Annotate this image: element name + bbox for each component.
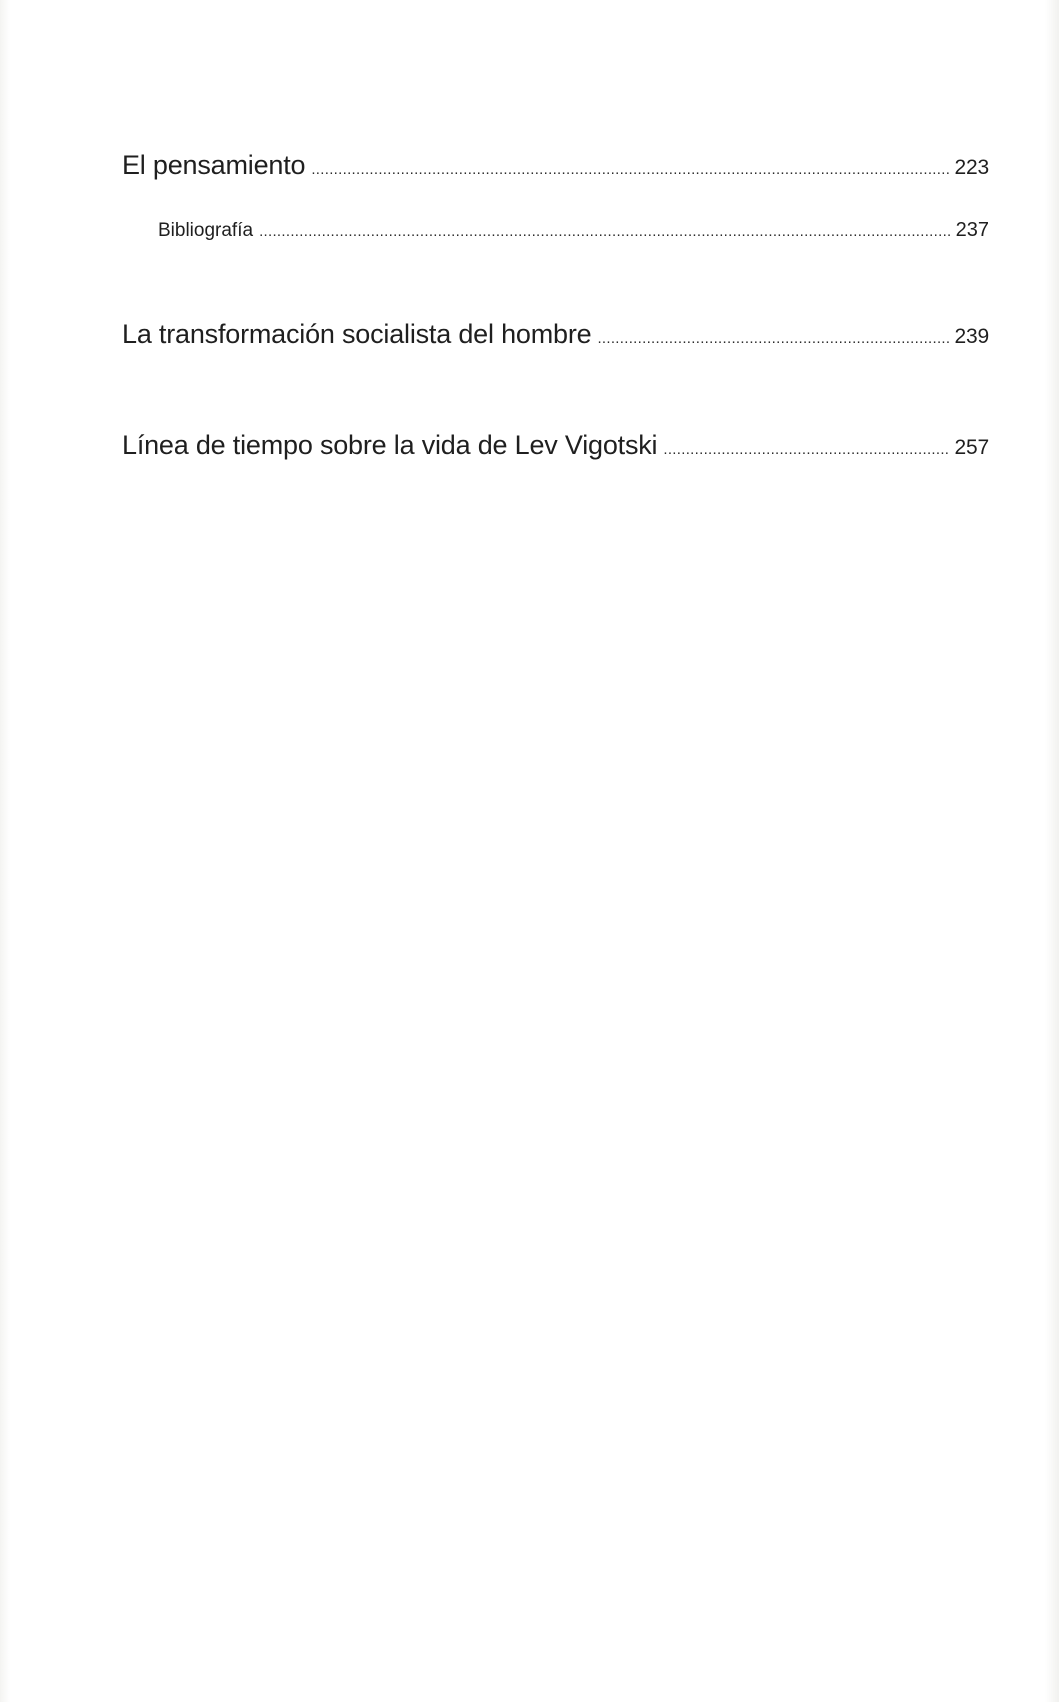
toc-entry-title: Línea de tiempo sobre la vida de Lev Vigotski	[122, 430, 658, 460]
toc-entry-transformacion-socialista	[122, 319, 989, 350]
toc-entry-page-number: 239	[954, 325, 989, 348]
toc-entry-page-number: 223	[954, 156, 989, 179]
toc-entry-title: La transformación socialista del hombre	[122, 319, 592, 349]
toc-entry-el-pensamiento	[122, 150, 989, 181]
toc-entry-title: Bibliografía	[158, 220, 254, 241]
dot-leader	[311, 161, 948, 178]
toc-entry-bibliografia	[158, 219, 989, 242]
dot-leader	[663, 441, 948, 458]
toc-entry-title: El pensamiento	[122, 150, 306, 180]
dot-leader	[597, 330, 948, 347]
dot-leader	[259, 223, 950, 240]
toc-entry-page-number: 237	[955, 219, 989, 241]
toc-entry-linea-de-tiempo	[122, 430, 989, 461]
toc-entry-page-number: 257	[954, 436, 989, 459]
